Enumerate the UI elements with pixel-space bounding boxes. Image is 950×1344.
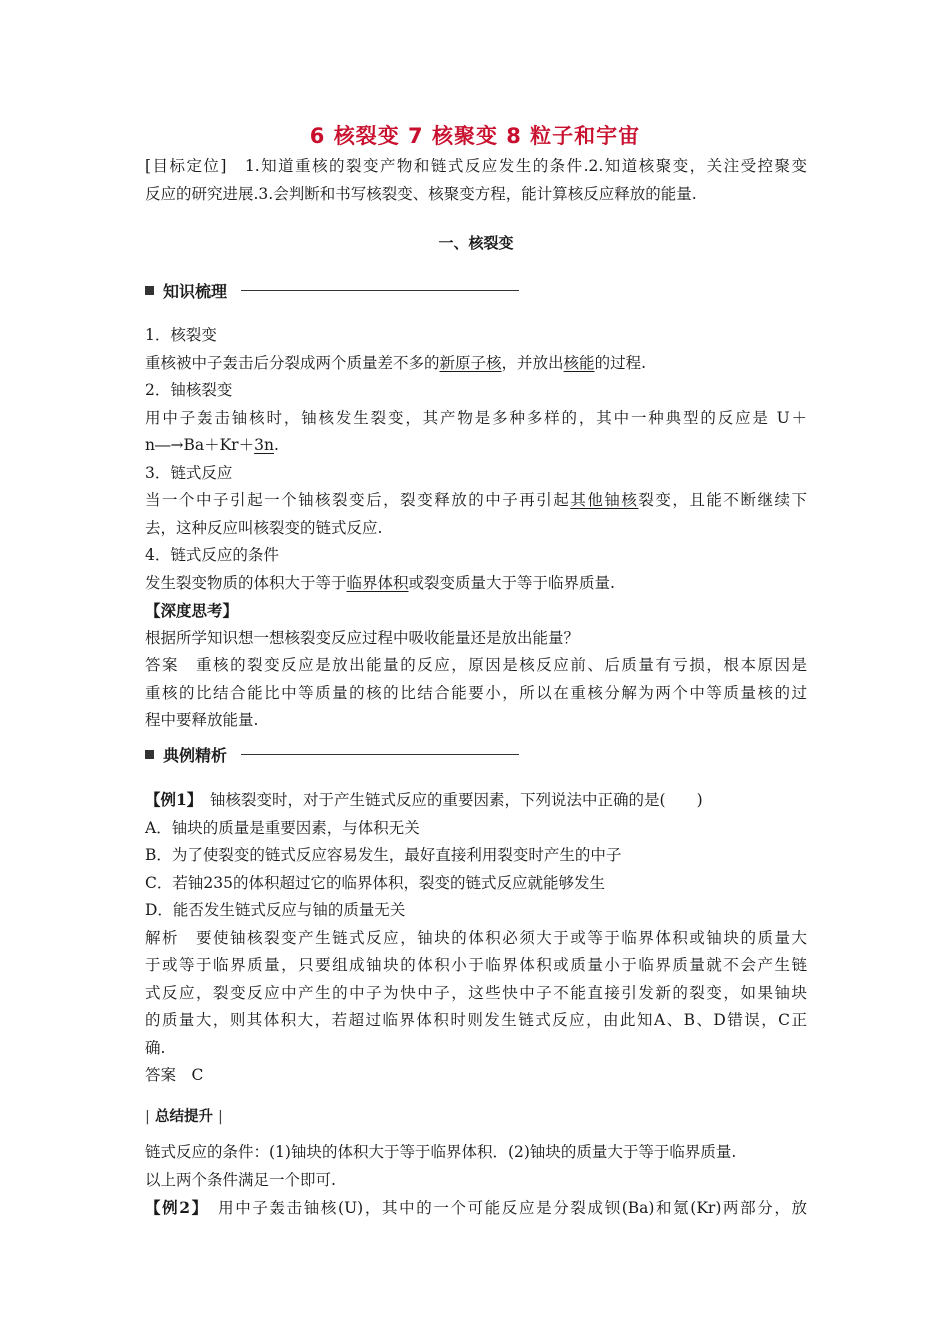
goal-paragraph xyxy=(145,153,807,208)
option-a: A．铀块的质量是重要因素，与体积无关 xyxy=(145,818,420,837)
knowledge-label: 知识梳理 xyxy=(163,281,228,301)
page-title: 6 核裂变 7 核聚变 8 粒子和宇宙 xyxy=(309,124,641,148)
item-heading-2: 2．铀核裂变 xyxy=(145,381,233,399)
deep-thinking-title: 【深度思考】 xyxy=(145,601,239,620)
item-heading-1: 1．核裂变 xyxy=(145,326,217,344)
analysis-line-1: 解析 要使铀核裂变产生链式反应，铀块的体积必须大于或等于临界体积或铀块的质量大 xyxy=(145,928,807,947)
example-1-answer: 答案 C xyxy=(145,1066,204,1084)
summary-label-box xyxy=(145,1105,223,1126)
option-b: B．为了使裂变的链式反应容易发生，最好直接利用裂变时产生的中子 xyxy=(145,846,622,864)
summary-line-1: 链式反应的条件：(1)铀块的体积大于等于临界体积．(2)铀块的质量大于等于临界质量. xyxy=(145,1143,737,1161)
item-text-1: 重核被中子轰击后分裂成两个质量差不多的新原子核，并放出核能的过程. xyxy=(145,353,646,372)
item-text-3b: 去，这种反应叫核裂变的链式反应. xyxy=(145,518,383,537)
left-bar-icon: | xyxy=(145,1109,150,1125)
section-heading: 一、核裂变 xyxy=(438,234,514,252)
option-d: D．能否发生链式反应与铀的质量无关 xyxy=(145,901,406,919)
item-text-2a: 用中子轰击铀核时，铀核发生裂变，其产物是多种多样的，其中一种典型的反应是 U＋ xyxy=(145,408,807,427)
square-bullet-icon xyxy=(145,750,154,759)
header-rule xyxy=(241,754,519,755)
examples-header xyxy=(145,744,519,764)
summary-content xyxy=(145,1139,807,1223)
examples-content xyxy=(145,786,807,1090)
deep-thinking-question: 根据所学知识想一想核裂变反应过程中吸收能量还是放出能量？ xyxy=(145,628,580,647)
right-bar-icon: | xyxy=(218,1109,223,1125)
analysis-line-3: 式反应，裂变反应中产生的中子为快中子，这些快中子不能直接引发新的裂变，如果铀块 xyxy=(145,983,807,1002)
deep-thinking-answer-1: 答案 重核的裂变反应是放出能量的反应，原因是核反应前、后质量有亏损，根本原因是 xyxy=(145,656,807,674)
summary-line-2: 以上两个条件满足一个即可. xyxy=(145,1170,336,1189)
knowledge-header xyxy=(145,280,519,300)
analysis-line-4: 的质量大，则其体积大，若超过临界体积时则发生链式反应，由此知A、B、D错误，C正 xyxy=(145,1011,807,1029)
item-text-2b: n―→Ba＋Kr＋3n. xyxy=(145,436,279,454)
knowledge-content xyxy=(145,322,807,735)
deep-thinking-answer-2: 重核的比结合能比中等质量的核的比结合能要小，所以在重核分解为两个中等质量核的过 xyxy=(145,683,807,702)
analysis-line-2: 于或等于临界质量，只要组成铀块的体积小于临界体积或质量小于临界质量就不会产生链 xyxy=(145,956,807,974)
summary-label: 总结提升 xyxy=(154,1109,213,1125)
item-text-3a: 当一个中子引起一个铀核裂变后，裂变释放的中子再引起其他铀核裂变，且能不断继续下 xyxy=(145,491,807,509)
example-2-question: 【例2】 用中子轰击铀核(U)，其中的一个可能反应是分裂成钡(Ba)和氪(Kr)两部分，放 xyxy=(145,1198,808,1217)
square-bullet-icon xyxy=(145,286,154,295)
item-text-4: 发生裂变物质的体积大于等于临界体积或裂变质量大于等于临界质量. xyxy=(145,573,615,592)
option-c: C．若铀235的体积超过它的临界体积，裂变的链式反应就能够发生 xyxy=(145,873,605,892)
item-heading-3: 3．链式反应 xyxy=(145,463,233,482)
deep-thinking-answer-3: 程中要释放能量. xyxy=(145,711,259,729)
examples-label: 典例精析 xyxy=(163,745,228,765)
example-1-question: 【例1】 铀核裂变时，对于产生链式反应的重要因素，下列说法中正确的是( ) xyxy=(145,790,703,809)
item-heading-4: 4．链式反应的条件 xyxy=(145,546,279,564)
goal-line-1: [目标定位] 1.知道重核的裂变产物和链式反应发生的条件.2.知道核聚变，关注受控聚变 xyxy=(145,157,807,175)
analysis-line-5: 确. xyxy=(145,1038,166,1057)
goal-line-2: 反应的研究进展.3.会判断和书写核裂变、核聚变方程，能计算核反应释放的能量. xyxy=(145,184,697,203)
header-rule xyxy=(241,290,519,291)
